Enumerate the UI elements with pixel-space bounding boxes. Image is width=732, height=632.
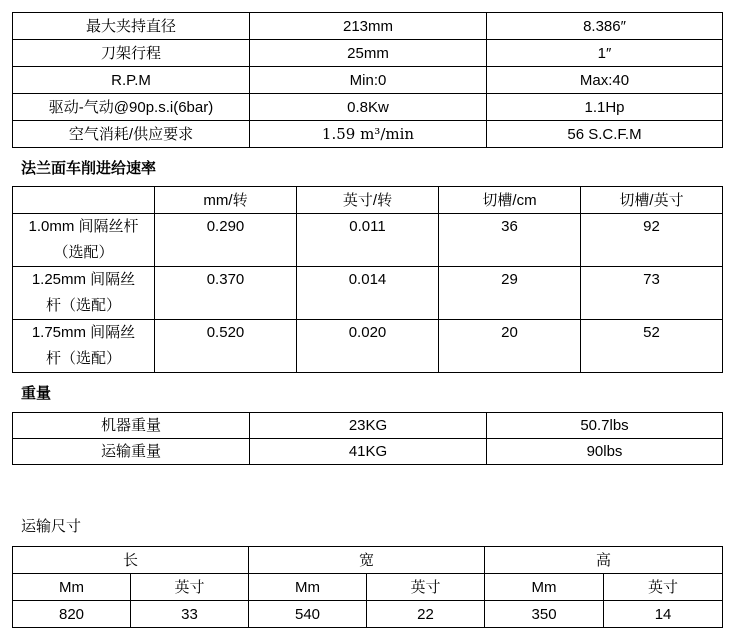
feed-header-cell: mm/转 xyxy=(155,187,297,214)
feed-rate-heading: 法兰面车削进给速率 xyxy=(21,159,157,177)
spec-row xyxy=(13,121,723,148)
feed-grooves-in: 92 xyxy=(581,214,723,267)
feed-label-line2: 杆（选配） xyxy=(45,297,121,314)
feed-label-line2: （选配） xyxy=(53,244,114,261)
shipping-unit: Mm xyxy=(485,574,604,601)
weight-label: 运输重量 xyxy=(13,439,250,465)
feed-grooves-cm: 29 xyxy=(439,267,581,320)
feed-in-per-rev: 0.020 xyxy=(297,320,439,373)
spec-label: 驱动-气动@90p.s.i(6bar) xyxy=(13,94,250,121)
spec-row xyxy=(13,94,723,121)
feed-label-line1: 1.75mm 间隔丝 xyxy=(31,324,136,341)
feed-label-line2: 杆（选配） xyxy=(45,350,121,367)
feed-grooves-cm: 20 xyxy=(439,320,581,373)
feed-header-cell xyxy=(13,187,155,214)
feed-grooves-in: 73 xyxy=(581,267,723,320)
feed-in-per-rev: 0.014 xyxy=(297,267,439,320)
feed-row-label xyxy=(13,214,155,267)
spec-metric: 213mm xyxy=(250,13,487,40)
weight-imperial: 50.7lbs xyxy=(487,413,723,439)
shipping-value: 540 xyxy=(249,601,367,628)
feed-header-cell: 切槽/cm xyxy=(439,187,581,214)
shipping-value: 14 xyxy=(604,601,723,628)
weight-metric: 23KG xyxy=(250,413,487,439)
spec-imperial: 8.386″ xyxy=(487,13,723,40)
feed-label-line1: 1.25mm 间隔丝 xyxy=(31,271,136,288)
shipping-unit-row xyxy=(13,574,723,601)
shipping-value: 33 xyxy=(131,601,249,628)
spec-metric: Min:0 xyxy=(250,67,487,94)
feed-row xyxy=(13,214,723,267)
feed-grooves-cm: 36 xyxy=(439,214,581,267)
spec-label: 空气消耗/供应要求 xyxy=(13,121,250,148)
feed-row xyxy=(13,267,723,320)
spec-row xyxy=(13,40,723,67)
shipping-value: 820 xyxy=(13,601,131,628)
spec-row xyxy=(13,13,723,40)
feed-mm-per-rev: 0.520 xyxy=(155,320,297,373)
feed-row xyxy=(13,320,723,373)
feed-mm-per-rev: 0.290 xyxy=(155,214,297,267)
weight-heading: 重量 xyxy=(21,384,52,402)
weight-imperial: 90lbs xyxy=(487,439,723,465)
spec-metric: 1.59 m³/min xyxy=(250,121,487,148)
weight-row xyxy=(13,439,723,465)
spec-imperial: 1.1Hp xyxy=(487,94,723,121)
weight-row xyxy=(13,413,723,439)
spec-label: 最大夹持直径 xyxy=(13,13,250,40)
spec-label: R.P.M xyxy=(13,67,250,94)
shipping-unit: 英寸 xyxy=(604,574,723,601)
spec-imperial: 56 S.C.F.M xyxy=(487,121,723,148)
spec-label: 刀架行程 xyxy=(13,40,250,67)
shipping-value-row xyxy=(13,601,723,628)
shipping-dimensions-table xyxy=(12,546,723,628)
spec-row xyxy=(13,67,723,94)
feed-header-cell: 切槽/英寸 xyxy=(581,187,723,214)
shipping-unit: Mm xyxy=(13,574,131,601)
shipping-value: 350 xyxy=(485,601,604,628)
feed-in-per-rev: 0.011 xyxy=(297,214,439,267)
feed-header-row xyxy=(13,187,723,214)
feed-row-label xyxy=(13,320,155,373)
feed-row-label xyxy=(13,267,155,320)
weight-table xyxy=(12,412,723,465)
shipping-unit: 英寸 xyxy=(367,574,485,601)
shipping-unit: Mm xyxy=(249,574,367,601)
shipping-dimensions-heading: 运输尺寸 xyxy=(21,517,82,535)
shipping-group-length: 长 xyxy=(13,547,249,574)
shipping-group-width: 宽 xyxy=(249,547,485,574)
shipping-group-row xyxy=(13,547,723,574)
feed-label-line1: 1.0mm 间隔丝杆 xyxy=(28,218,139,235)
spec-imperial: 1″ xyxy=(487,40,723,67)
feed-mm-per-rev: 0.370 xyxy=(155,267,297,320)
feed-grooves-in: 52 xyxy=(581,320,723,373)
spec-metric: 25mm xyxy=(250,40,487,67)
specs-table xyxy=(12,12,723,148)
spec-imperial: Max:40 xyxy=(487,67,723,94)
weight-label: 机器重量 xyxy=(13,413,250,439)
spec-metric: 0.8Kw xyxy=(250,94,487,121)
weight-metric: 41KG xyxy=(250,439,487,465)
feed-rate-table xyxy=(12,186,723,373)
shipping-unit: 英寸 xyxy=(131,574,249,601)
feed-header-cell: 英寸/转 xyxy=(297,187,439,214)
shipping-value: 22 xyxy=(367,601,485,628)
shipping-group-height: 高 xyxy=(485,547,723,574)
